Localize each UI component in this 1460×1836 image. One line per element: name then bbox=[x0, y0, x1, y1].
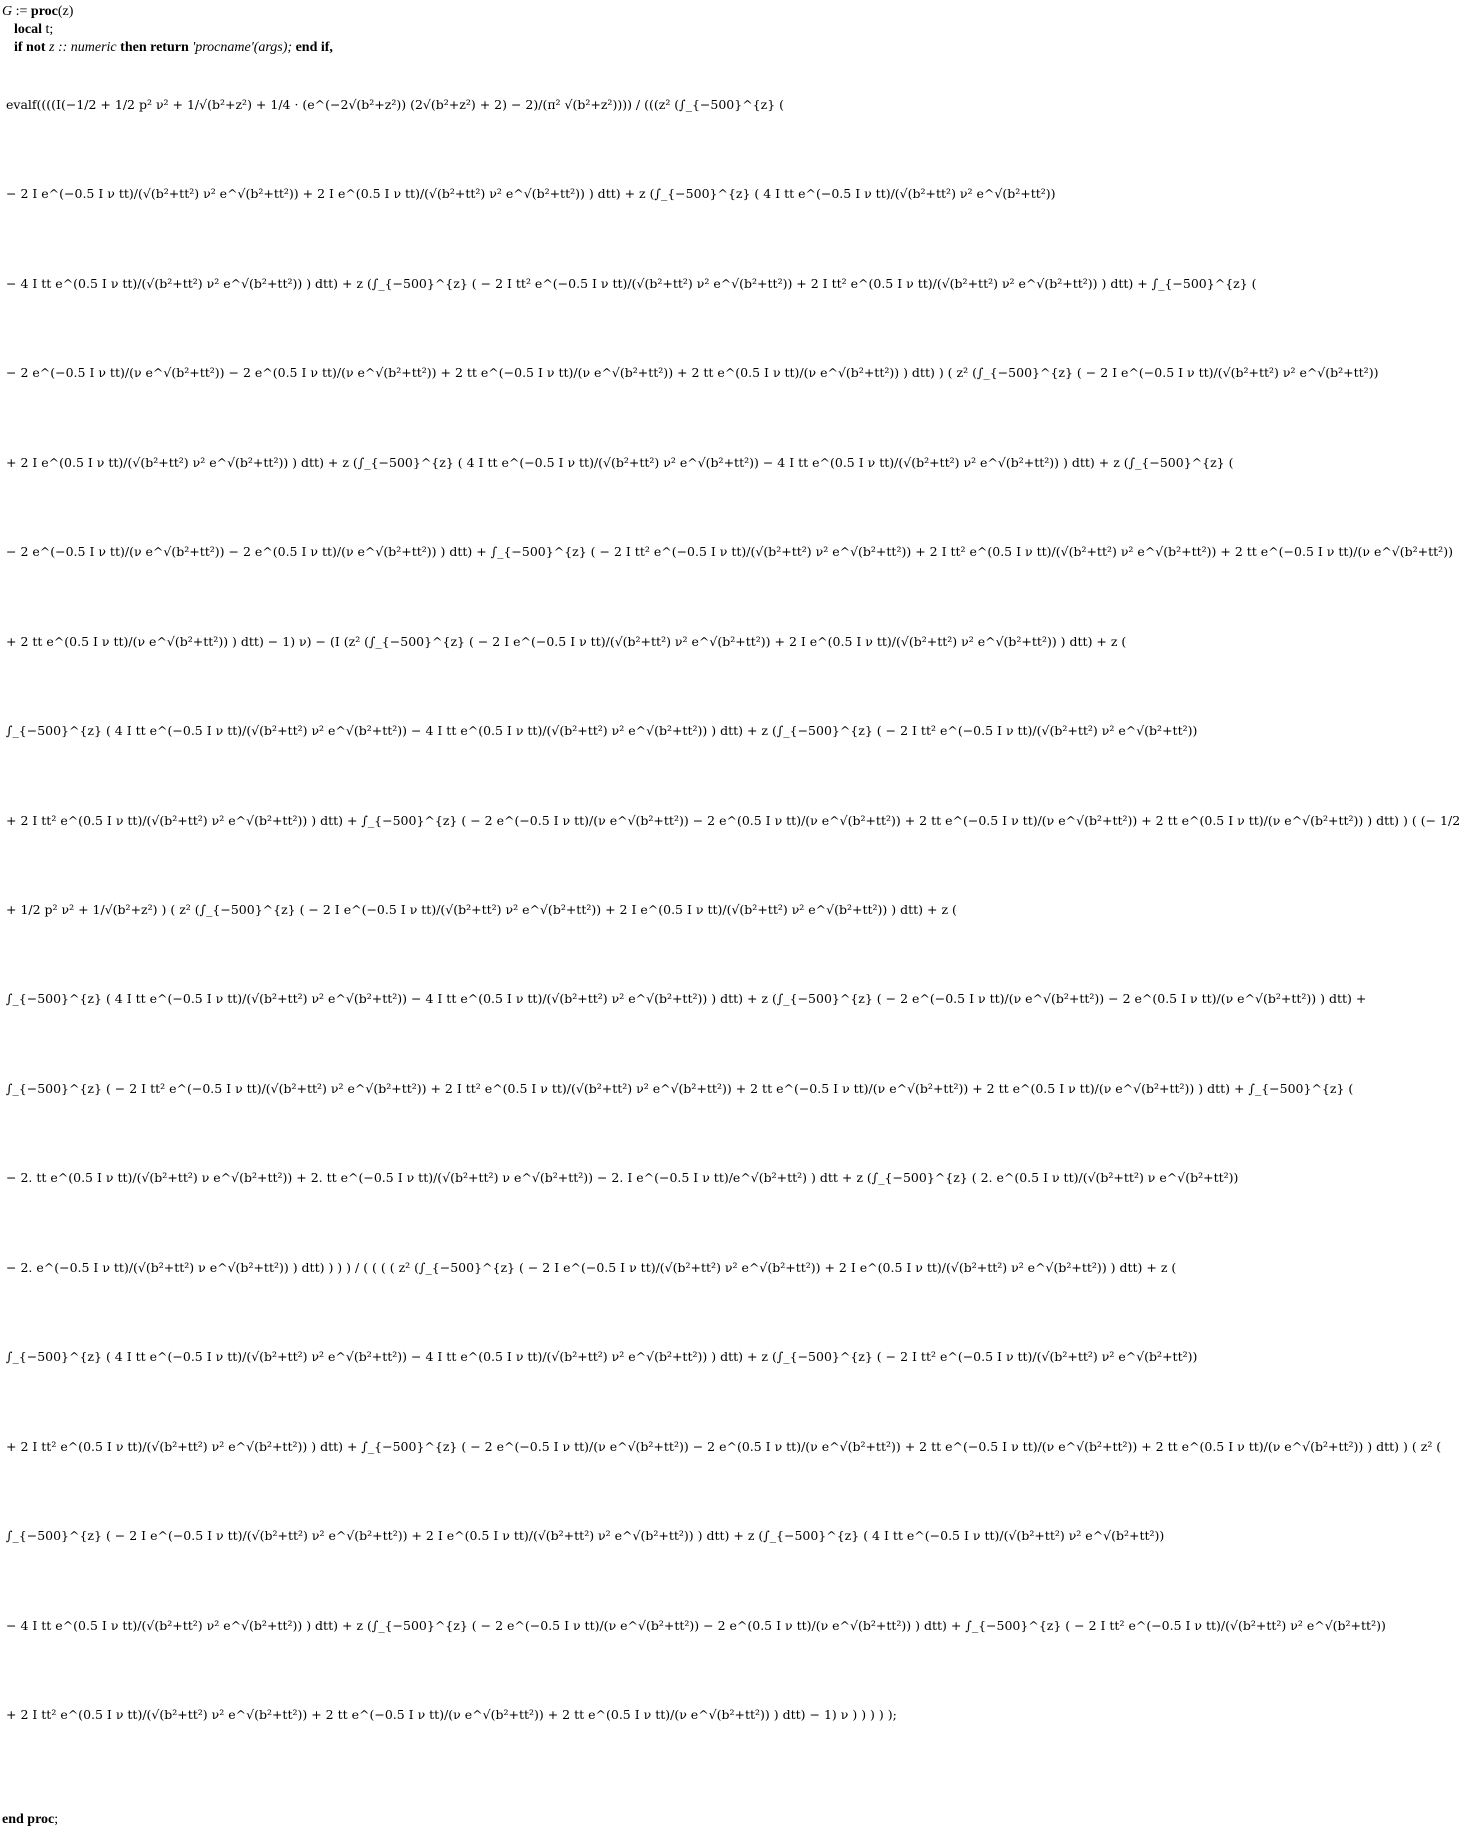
expression-row-text: + 2 I e^(0.5 I ν tt)/(√(b²+tt²) ν² e^√(b²+tt²)) ) dtt) + z (∫_{−500}^{z} ( 4 I tt e^(−0.5 I ν tt)/(√(b²+tt²) ν² e^√(b²+tt²)) − 4 I tt e^(0.5 I ν tt)/(√(b²+tt²) ν² e^√(b²+tt²)) ) dtt) + z (∫_{−500}^{z} ( bbox=[6, 454, 1234, 470]
if-keyword: if not bbox=[14, 40, 49, 55]
expression-row bbox=[0, 60, 785, 149]
expression-row bbox=[0, 1044, 1354, 1133]
expression-row-text: + 2 I tt² e^(0.5 I ν tt)/(√(b²+tt²) ν² e^√(b²+tt²)) + 2 tt e^(−0.5 I ν tt)/(ν e^√(b²+tt²)) + 2 tt e^(0.5 I ν tt)/(ν e^√(b²+tt²)) ) dtt) − 1) ν ) ) ) ) ); bbox=[6, 1707, 897, 1723]
assign-operator: := bbox=[12, 4, 31, 19]
expression-row-text: ∫_{−500}^{z} ( 4 I tt e^(−0.5 I ν tt)/(√(b²+tt²) ν² e^√(b²+tt²)) − 4 I tt e^(0.5 I ν tt)/(√(b²+tt²) ν² e^√(b²+tt²)) ) dtt) + z (∫_{−500}^{z} ( − 2 I tt² e^(−0.5 I ν tt)/(√(b²+tt²) ν² e^√(b²+tt²)) bbox=[6, 723, 1198, 739]
expression-row-text: − 2 e^(−0.5 I ν tt)/(ν e^√(b²+tt²)) − 2 e^(0.5 I ν tt)/(ν e^√(b²+tt²)) ) dtt) + ∫_{−500}^{z} ( − 2 I tt² e^(−0.5 I ν tt)/(√(b²+tt²) ν² e^√(b²+tt²)) + 2 I tt² e^(0.5 I ν tt)/(√(b²+tt²) ν² e^√(b²+tt²)) + 2 tt e^(−0.5 I ν tt)/(ν e^√(b²+tt²)) bbox=[6, 544, 1453, 560]
expression-row bbox=[0, 955, 1367, 1044]
local-variables: t; bbox=[42, 22, 54, 37]
expression-row bbox=[0, 597, 1127, 686]
expression-row-text: ∫_{−500}^{z} ( 4 I tt e^(−0.5 I ν tt)/(√(b²+tt²) ν² e^√(b²+tt²)) − 4 I tt e^(0.5 I ν tt)/(√(b²+tt²) ν² e^√(b²+tt²)) ) dtt) + z (∫_{−500}^{z} ( − 2 e^(−0.5 I ν tt)/(ν e^√(b²+tt²)) − 2 e^(0.5 I ν tt)/(ν e^√(b²+tt²)) ) dtt) + bbox=[6, 991, 1367, 1007]
expression-row bbox=[0, 1581, 1386, 1670]
expression-row-text: + 1/2 p² ν² + 1/√(b²+z²) ) ( z² (∫_{−500}^{z} ( − 2 I e^(−0.5 I ν tt)/(√(b²+tt²) ν² e^√(b²+tt²)) + 2 I e^(0.5 I ν tt)/(√(b²+tt²) ν² e^√(b²+tt²)) ) dtt) + z ( bbox=[6, 901, 957, 917]
expression-row bbox=[0, 149, 1056, 238]
expression-row-text: − 4 I tt e^(0.5 I ν tt)/(√(b²+tt²) ν² e^√(b²+tt²)) ) dtt) + z (∫_{−500}^{z} ( − 2 e^(−0.5 I ν tt)/(ν e^√(b²+tt²)) − 2 e^(0.5 I ν tt)/(ν e^√(b²+tt²)) ) dtt) + ∫_{−500}^{z} ( − 2 I tt² e^(−0.5 I ν tt)/(√(b²+tt²) ν² e^√(b²+tt²)) bbox=[6, 1617, 1386, 1633]
if-statement-line bbox=[14, 40, 333, 56]
expression-row-text: + 2 I tt² e^(0.5 I ν tt)/(√(b²+tt²) ν² e^√(b²+tt²)) ) dtt) + ∫_{−500}^{z} ( − 2 e^(−0.5 I ν tt)/(ν e^√(b²+tt²)) − 2 e^(0.5 I ν tt)/(ν e^√(b²+tt²)) + 2 tt e^(−0.5 I ν tt)/(ν e^√(b²+tt²)) + 2 tt e^(0.5 I ν tt)/(ν e^√(b²+tt²)) ) dtt) ) ( z² ( bbox=[6, 1438, 1442, 1454]
end-if-keyword: end if, bbox=[292, 40, 333, 55]
end-proc-punctuation: ; bbox=[54, 1812, 59, 1827]
expression-row-text: + 2 I tt² e^(0.5 I ν tt)/(√(b²+tt²) ν² e^√(b²+tt²)) ) dtt) + ∫_{−500}^{z} ( − 2 e^(−0.5 I ν tt)/(ν e^√(b²+tt²)) − 2 e^(0.5 I ν tt)/(ν e^√(b²+tt²)) + 2 tt e^(−0.5 I ν tt)/(ν e^√(b²+tt²)) + 2 tt e^(0.5 I ν tt)/(ν e^√(b²+tt²)) ) dtt) ) ( (− 1/2 bbox=[6, 812, 1460, 828]
expression-row-text: − 2 e^(−0.5 I ν tt)/(ν e^√(b²+tt²)) − 2 e^(0.5 I ν tt)/(ν e^√(b²+tt²)) + 2 tt e^(−0.5 I ν tt)/(ν e^√(b²+tt²)) + 2 tt e^(0.5 I ν tt)/(ν e^√(b²+tt²)) ) dtt) ) ( z² (∫_{−500}^{z} ( − 2 I e^(−0.5 I ν tt)/(√(b²+tt²) ν² e^√(b²+tt²)) bbox=[6, 365, 1379, 381]
expression-row bbox=[0, 1492, 1165, 1581]
expression-row-text: ∫_{−500}^{z} ( 4 I tt e^(−0.5 I ν tt)/(√(b²+tt²) ν² e^√(b²+tt²)) − 4 I tt e^(0.5 I ν tt)/(√(b²+tt²) ν² e^√(b²+tt²)) ) dtt) + z (∫_{−500}^{z} ( − 2 I tt² e^(−0.5 I ν tt)/(√(b²+tt²) ν² e^√(b²+tt²)) bbox=[6, 1349, 1198, 1365]
expression-row bbox=[0, 507, 1453, 596]
local-keyword: local bbox=[14, 22, 42, 37]
expression-row bbox=[0, 686, 1198, 775]
proc-keyword: proc bbox=[30, 4, 58, 19]
expression-row bbox=[0, 418, 1234, 507]
expression-row-text: − 2. e^(−0.5 I ν tt)/(√(b²+tt²) ν e^√(b²+tt²)) ) dtt) ) ) ) / ( ( ( ( z² (∫_{−500}^{z} ( − 2 I e^(−0.5 I ν tt)/(√(b²+tt²) ν² e^√(b²+tt²)) + 2 I e^(0.5 I ν tt)/(√(b²+tt²) ν² e^√(b²+tt²)) ) dtt) + z ( bbox=[6, 1259, 1177, 1275]
expression-row-text: − 2. tt e^(0.5 I ν tt)/(√(b²+tt²) ν e^√(b²+tt²)) + 2. tt e^(−0.5 I ν tt)/(√(b²+tt²) ν e^√(b²+tt²)) − 2. I e^(−0.5 I ν tt)/e^√(b²+tt²) ) dtt + z (∫_{−500}^{z} ( 2. e^(0.5 I ν tt)/(√(b²+tt²) ν e^√(b²+tt²)) bbox=[6, 1170, 1239, 1186]
expression-row-text: evalf((((I(−1/2 + 1/2 p² ν² + 1/√(b²+z²) + 1/4 · (e^(−2√(b²+z²)) (2√(b²+z²) + 2) − 2)/(π² √(b²+z²)))) / (((z² (∫_{−500}^{z} ( bbox=[6, 96, 785, 112]
expression-row bbox=[0, 1134, 1239, 1223]
expression-row-text: − 4 I tt e^(0.5 I ν tt)/(√(b²+tt²) ν² e^√(b²+tt²)) ) dtt) + z (∫_{−500}^{z} ( − 2 I tt² e^(−0.5 I ν tt)/(√(b²+tt²) ν² e^√(b²+tt²)) + 2 I tt² e^(0.5 I ν tt)/(√(b²+tt²) ν² e^√(b²+tt²)) ) dtt) + ∫_{−500}^{z} ( bbox=[6, 275, 1257, 291]
end-proc-line bbox=[2, 1812, 58, 1828]
expression-row-text: + 2 tt e^(0.5 I ν tt)/(ν e^√(b²+tt²)) ) dtt) − 1) ν) − (I (z² (∫_{−500}^{z} ( − 2 I e^(−0.5 I ν tt)/(√(b²+tt²) ν² e^√(b²+tt²)) + 2 I e^(0.5 I ν tt)/(√(b²+tt²) ν² e^√(b²+tt²)) ) dtt) + z ( bbox=[6, 633, 1127, 649]
end-proc-keyword: end proc bbox=[2, 1812, 55, 1827]
expression-row-text: ∫_{−500}^{z} ( − 2 I tt² e^(−0.5 I ν tt)/(√(b²+tt²) ν² e^√(b²+tt²)) + 2 I tt² e^(0.5 I ν tt)/(√(b²+tt²) ν² e^√(b²+tt²)) + 2 tt e^(−0.5 I ν tt)/(ν e^√(b²+tt²)) + 2 tt e^(0.5 I ν tt)/(ν e^√(b²+tt²)) ) dtt) + ∫_{−500}^{z} ( bbox=[6, 1080, 1354, 1096]
expression-row bbox=[0, 328, 1379, 417]
proc-arguments: (z) bbox=[57, 4, 74, 19]
expression-row-text: ∫_{−500}^{z} ( − 2 I e^(−0.5 I ν tt)/(√(b²+tt²) ν² e^√(b²+tt²)) + 2 I e^(0.5 I ν tt)/(√(b²+tt²) ν² e^√(b²+tt²)) ) dtt) + z (∫_{−500}^{z} ( 4 I tt e^(−0.5 I ν tt)/(√(b²+tt²) ν² e^√(b²+tt²)) bbox=[6, 1528, 1165, 1544]
expression-row-text: − 2 I e^(−0.5 I ν tt)/(√(b²+tt²) ν² e^√(b²+tt²)) + 2 I e^(0.5 I ν tt)/(√(b²+tt²) ν² e^√(b²+tt²)) ) dtt) + z (∫_{−500}^{z} ( 4 I tt e^(−0.5 I ν tt)/(√(b²+tt²) ν² e^√(b²+tt²)) bbox=[6, 186, 1056, 202]
then-return-keyword: then return bbox=[116, 40, 193, 55]
expression-row bbox=[0, 239, 1257, 328]
proc-definition-line bbox=[2, 4, 73, 20]
expression-row bbox=[0, 1313, 1198, 1402]
expression-row bbox=[0, 776, 1460, 865]
local-declaration-line bbox=[14, 22, 53, 38]
if-condition: z :: numeric bbox=[49, 40, 117, 55]
expression-row bbox=[0, 1223, 1177, 1312]
expression-row bbox=[0, 1402, 1442, 1491]
proc-name: G bbox=[2, 4, 13, 19]
expression-row bbox=[0, 865, 957, 954]
expression-row bbox=[0, 1671, 897, 1760]
procname-call: 'procname'(args); bbox=[192, 40, 293, 55]
